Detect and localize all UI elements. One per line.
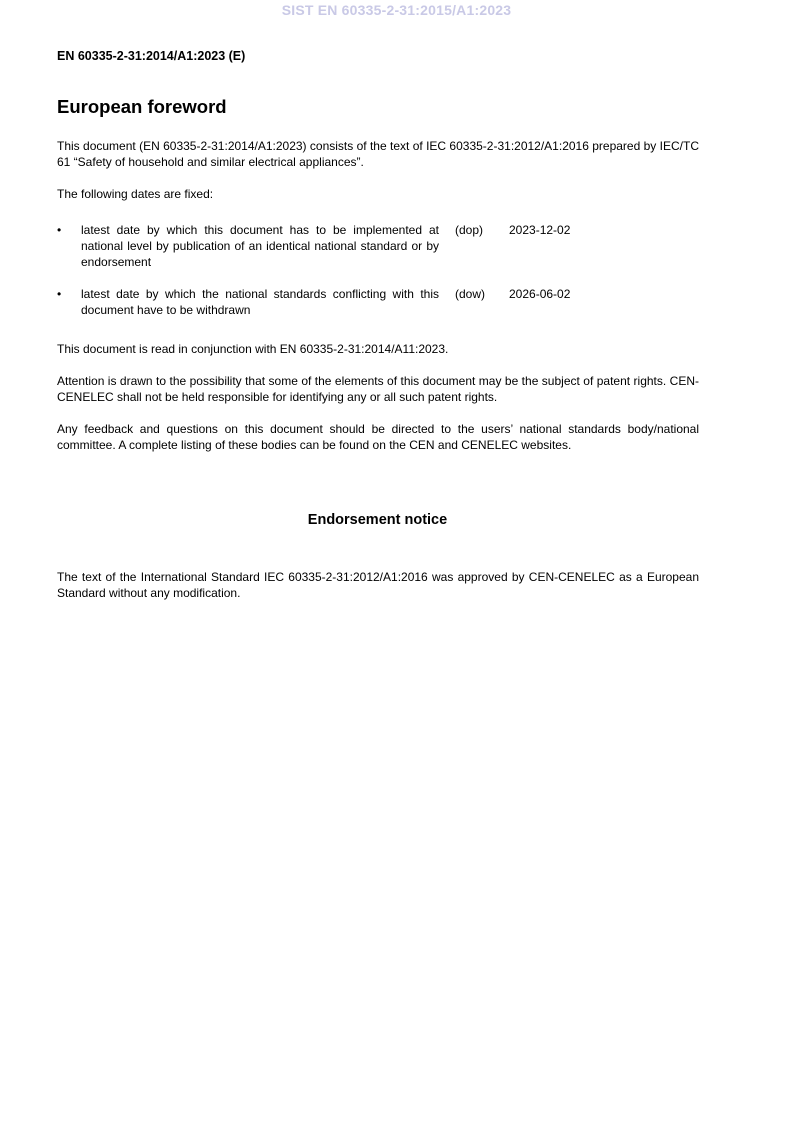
endorsement-text: The text of the International Standard IEC 60335-2-31:2012/A1:2016 was approved by CEN-CENELEC as a European Standard without any modification. — [57, 570, 699, 600]
conjunction-note: This document is read in conjunction with EN 60335-2-31:2014/A11:2023. — [57, 342, 449, 356]
feedback-note: Any feedback and questions on this document should be directed to the users’ national standards body/national committee. A complete listing of these bodies can be found on the CEN and CENELEC websites. — [57, 422, 699, 452]
dates-intro: The following dates are fixed: — [57, 187, 214, 201]
date-item-code: (dow) — [455, 287, 486, 301]
date-item-code: (dop) — [455, 223, 484, 237]
date-item-date: 2026-06-02 — [509, 287, 571, 301]
date-item-text: latest date by which the national standards conflicting with this document have to be withdrawn — [81, 287, 439, 317]
bullet-marker: • — [57, 223, 62, 237]
foreword-intro: This document (EN 60335-2-31:2014/A1:2023) consists of the text of IEC 60335-2-31:2012/A1:2016 prepared by IEC/TC 61 “Safety of household and similar electrical appliances”. — [57, 139, 699, 169]
bullet-marker: • — [57, 287, 62, 301]
document-id: EN 60335-2-31:2014/A1:2023 (E) — [57, 49, 246, 63]
date-item-date: 2023-12-02 — [509, 223, 571, 237]
watermark: SIST EN 60335-2-31:2015/A1:2023 — [281, 2, 512, 18]
patent-note: Attention is drawn to the possibility that some of the elements of this document may be the subject of patent rights. CEN-CENELEC shall not be held responsible for identifying any or all such patent rights. — [57, 374, 699, 404]
page-title: European foreword — [57, 96, 227, 117]
date-item-text: latest date by which this document has to be implemented at national level by publication of an identical national standard or by endorsement — [81, 223, 439, 269]
endorsement-title: Endorsement notice — [307, 512, 448, 528]
